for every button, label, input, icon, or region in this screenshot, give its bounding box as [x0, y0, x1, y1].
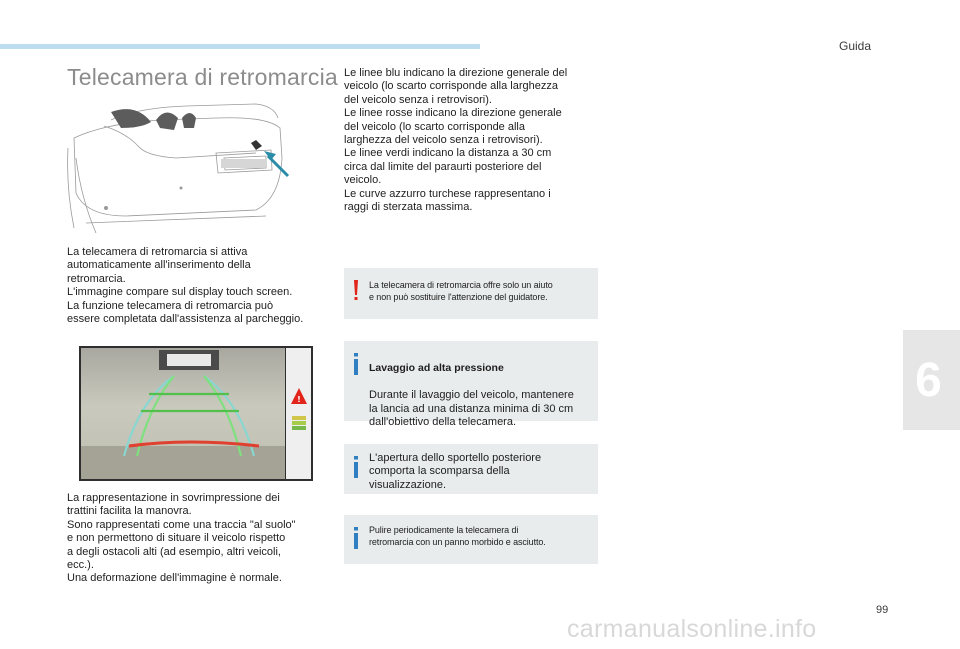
page-number: 99 [876, 604, 889, 616]
chapter-tab [903, 330, 960, 430]
exclamation-icon [352, 280, 360, 302]
info-box-1-content [369, 349, 574, 429]
top-accent-bar [0, 44, 480, 49]
warning-box [344, 268, 598, 319]
section-label: Guida [839, 39, 872, 53]
info-box-cleaning [344, 515, 598, 564]
guide-lines-text: Le linee blu indicano la direzione generale del veicolo (lo scarto corrisponde alla larghezza del veicolo senza i retrovisori). Le linee rosse indicano la direzione generale del veicolo (lo scarto corrisponde alla larghezza del veicolo senza i retrovisori). Le linee verdi indicano la distanza a 30 cm circa dal limite del paraurti posteriore del veicolo. Le curve azzurro turchese rappresentano i raggi di sterzata massima. [344, 67, 568, 214]
car-rear-illustration [66, 98, 292, 238]
svg-text:!: ! [297, 395, 301, 404]
info-box-1-text: Durante il lavaggio del veicolo, mantenere la lancia ad una distanza minima di 30 cm dall'obiettivo della telecamera. [369, 389, 574, 429]
info-box-tailgate [344, 444, 598, 494]
overlay-description-text: La rappresentazione in sovrimpressione dei trattini facilita la manovra. Sono rappresentati come una traccia "al suolo" e non permettono di situare il veicolo rispetto a degli ostacoli alti (ad esempio, altri veicoli, ecc.). Una deformazione dell'immagine è normale. [67, 492, 296, 585]
camera-view-illustration [79, 346, 313, 481]
info-box-pressure-washing [344, 341, 598, 429]
info-box-3-text: Pulire periodicamente la telecamera di retromarcia con un panno morbido e asciutto. [369, 525, 546, 547]
info-box-2-text: L'apertura dello sportello posteriore comporta la scomparsa della visualizzazione. [369, 452, 542, 491]
info-icon [352, 456, 360, 478]
watermark: carmanualsonline.info [567, 615, 817, 643]
page-title: Telecamera di retromarcia [67, 64, 338, 90]
intro-text: La telecamera di retromarcia si attiva automaticamente all'inserimento della retromarcia. L'immagine compare sul display touch screen. La funzione telecamera di retromarcia può essere completata dall'assistenza al parcheggio. [67, 246, 304, 326]
info-box-1-heading: Lavaggio ad alta pressione [369, 362, 504, 375]
info-icon [352, 353, 360, 375]
chapter-number: 6 [915, 353, 942, 407]
warning-text: La telecamera di retromarcia offre solo un aiuto e non può sostituire l'attenzione del guidatore. [369, 280, 553, 302]
info-icon [352, 527, 360, 549]
